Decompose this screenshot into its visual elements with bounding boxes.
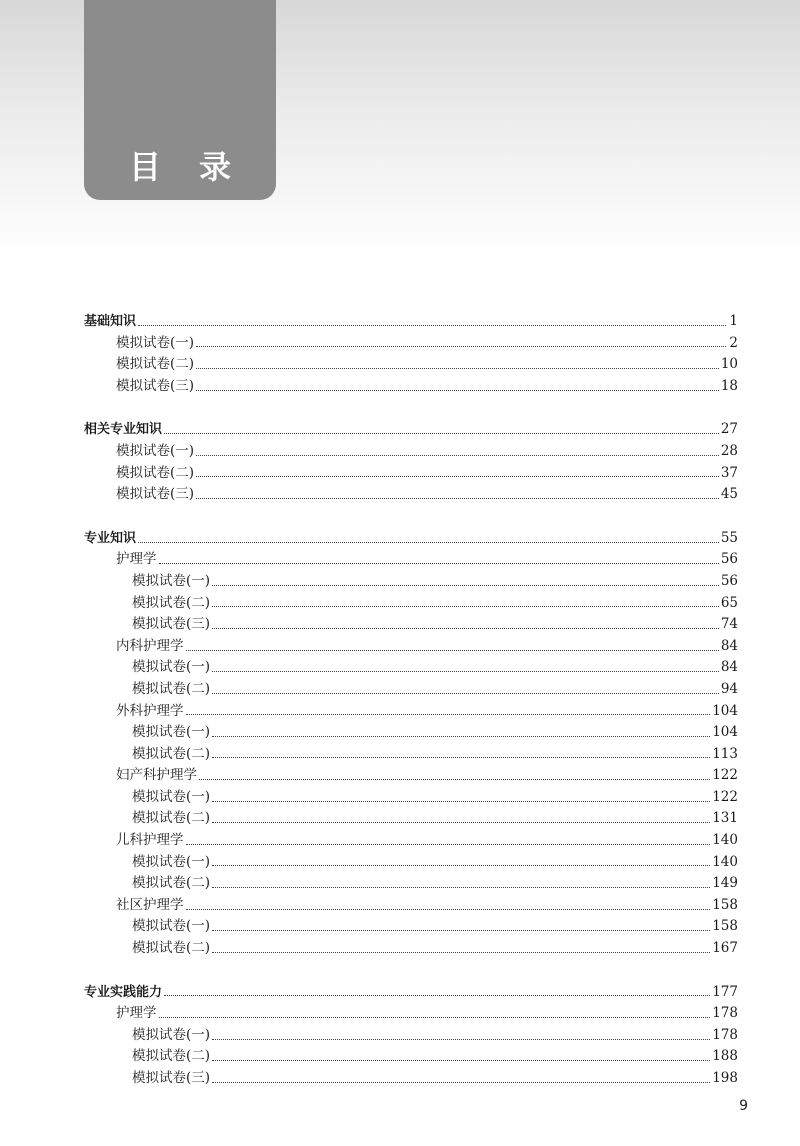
toc-entry-page: 56 <box>720 572 738 589</box>
dot-leader <box>196 345 726 347</box>
toc-subsection-entry[interactable] <box>84 830 738 852</box>
dot-leader <box>138 541 719 543</box>
toc-entry[interactable] <box>84 938 738 960</box>
dot-leader <box>186 908 711 910</box>
toc-entry-title: 模拟试卷(一) <box>132 853 211 870</box>
dot-leader <box>212 821 710 823</box>
toc-entry-page: 65 <box>720 594 738 611</box>
toc-entry[interactable] <box>84 722 738 744</box>
toc-entry-title: 模拟试卷(三) <box>132 616 211 633</box>
toc-subsection-entry[interactable] <box>84 1003 738 1025</box>
toc-subsection-entry[interactable] <box>84 484 738 506</box>
toc-entry-title: 模拟试卷(二) <box>132 594 211 611</box>
toc-entry-page: 158 <box>712 896 738 913</box>
toc-entry-title: 模拟试卷(二) <box>132 680 211 697</box>
dot-leader <box>212 951 710 953</box>
toc-entry[interactable] <box>84 1068 738 1090</box>
toc-entry-page: 158 <box>712 918 738 935</box>
toc-section <box>84 311 738 397</box>
toc-entry-page: 104 <box>712 702 738 719</box>
dot-leader <box>212 627 719 629</box>
toc-entry-page: 27 <box>720 421 738 438</box>
toc-subsection-entry[interactable] <box>84 354 738 376</box>
dot-leader <box>212 756 710 758</box>
toc-entry[interactable] <box>84 1046 738 1068</box>
dot-leader <box>196 389 719 391</box>
dot-leader <box>212 1038 710 1040</box>
toc-entry-title: 模拟试卷(一) <box>116 442 195 459</box>
toc-entry[interactable] <box>84 744 738 766</box>
toc-entry-title: 模拟试卷(一) <box>132 788 211 805</box>
dot-leader <box>212 605 719 607</box>
toc-entry-page: 28 <box>720 442 738 459</box>
toc-entry-title: 模拟试卷(一) <box>132 659 211 676</box>
toc-entry-page: 84 <box>720 637 738 654</box>
toc-entry-title: 模拟试卷(一) <box>132 1026 211 1043</box>
page-title: 目录 <box>128 148 269 186</box>
toc-entry-page: 122 <box>712 788 738 805</box>
dot-leader <box>159 562 719 564</box>
toc-entry-page: 178 <box>712 1005 738 1022</box>
toc-subsection-entry[interactable] <box>84 376 738 398</box>
toc-entry-title: 儿科护理学 <box>116 832 184 849</box>
toc-entry-page: 37 <box>720 464 738 481</box>
toc-entry-page: 104 <box>712 724 738 741</box>
toc-subsection-entry[interactable] <box>84 549 738 571</box>
toc-entry-page: 167 <box>712 940 738 957</box>
toc-entry-title: 模拟试卷(一) <box>132 918 211 935</box>
toc-entry-title: 护理学 <box>116 551 157 568</box>
toc-subsection-entry[interactable] <box>84 701 738 723</box>
toc-entry-title: 模拟试卷(一) <box>116 334 195 351</box>
dot-leader <box>186 713 711 715</box>
toc-entry-title: 模拟试卷(二) <box>116 464 195 481</box>
toc-entry-title: 模拟试卷(二) <box>116 356 195 373</box>
toc-entry-page: 2 <box>729 334 738 351</box>
dot-leader <box>212 800 710 802</box>
toc-entry-title: 专业实践能力 <box>84 984 163 1000</box>
toc-entry-title: 护理学 <box>116 1005 157 1022</box>
toc-entry[interactable] <box>84 679 738 701</box>
toc-section-heading[interactable] <box>84 528 738 550</box>
dot-leader <box>199 778 710 780</box>
toc-entry-page: 45 <box>720 486 738 503</box>
toc-entry-page: 84 <box>720 659 738 676</box>
toc-section-heading[interactable] <box>84 419 738 441</box>
toc-subsection-entry[interactable] <box>84 765 738 787</box>
toc-entry-title: 模拟试卷(三) <box>132 1070 211 1086</box>
section-spacer <box>84 960 738 982</box>
toc-entry[interactable] <box>84 873 738 895</box>
toc-subsection-entry[interactable] <box>84 333 738 355</box>
dot-leader <box>212 692 719 694</box>
toc-entry-page: 56 <box>720 551 738 568</box>
dot-leader <box>138 324 726 326</box>
toc-entry-title: 模拟试卷(二) <box>132 810 211 827</box>
toc-section <box>84 528 738 960</box>
toc-entry[interactable] <box>84 852 738 874</box>
toc-entry-page: 140 <box>712 832 738 849</box>
dot-leader <box>196 454 719 456</box>
toc-entry-page: 188 <box>712 1048 738 1065</box>
dot-leader <box>212 670 719 672</box>
toc-entry-page: 149 <box>712 875 738 892</box>
toc-entry-title: 妇产科护理学 <box>116 767 197 784</box>
toc-section <box>84 982 738 1090</box>
toc-entry-title: 模拟试卷(二) <box>132 745 211 762</box>
toc-entry-title: 专业知识 <box>84 530 137 546</box>
toc-entry-page: 113 <box>712 745 738 762</box>
toc-entry-page: 74 <box>720 616 738 633</box>
dot-leader <box>164 432 719 434</box>
page-number: 9 <box>739 1098 748 1114</box>
toc-entry-page: 122 <box>712 767 738 784</box>
toc-entry-page: 177 <box>712 983 738 1000</box>
dot-leader <box>212 864 710 866</box>
toc-subsection-entry[interactable] <box>84 636 738 658</box>
toc-section-heading[interactable] <box>84 311 738 333</box>
dot-leader <box>186 843 711 845</box>
toc-entry-title: 模拟试卷(二) <box>132 875 211 892</box>
toc-section-heading[interactable] <box>84 982 738 1004</box>
toc-entry-title: 基础知识 <box>84 314 137 329</box>
toc-entry-title: 内科护理学 <box>116 637 184 654</box>
toc-entry[interactable] <box>84 1025 738 1047</box>
toc-entry-title: 模拟试卷(一) <box>132 724 211 741</box>
toc-entry[interactable] <box>84 571 738 593</box>
toc-entry-page: 10 <box>720 356 738 373</box>
dot-leader <box>212 1059 710 1061</box>
toc-entry-page: 1 <box>729 313 738 329</box>
dot-leader <box>212 735 710 737</box>
dot-leader <box>159 1016 711 1018</box>
table-of-contents <box>84 311 738 1090</box>
toc-entry-page: 18 <box>720 377 738 394</box>
toc-entry-title: 模拟试卷(二) <box>132 940 211 957</box>
toc-entry-page: 55 <box>720 529 738 546</box>
toc-entry[interactable] <box>84 593 738 615</box>
toc-entry-page: 198 <box>712 1070 738 1086</box>
toc-entry-page: 140 <box>712 853 738 870</box>
section-spacer <box>84 397 738 419</box>
toc-entry-page: 94 <box>720 680 738 697</box>
toc-subsection-entry[interactable] <box>84 463 738 485</box>
toc-entry-page: 131 <box>712 810 738 827</box>
toc-entry[interactable] <box>84 787 738 809</box>
title-tab <box>84 0 276 200</box>
dot-leader <box>164 994 710 996</box>
dot-leader <box>196 475 719 477</box>
dot-leader <box>212 584 719 586</box>
toc-subsection-entry[interactable] <box>84 441 738 463</box>
toc-entry-title: 外科护理学 <box>116 702 184 719</box>
toc-entry-title: 模拟试卷(三) <box>116 377 195 394</box>
toc-entry-title: 社区护理学 <box>116 896 184 913</box>
toc-section <box>84 419 738 505</box>
section-spacer <box>84 506 738 528</box>
toc-entry-title: 模拟试卷(一) <box>132 572 211 589</box>
dot-leader <box>212 1081 710 1083</box>
toc-entry-title: 模拟试卷(二) <box>132 1048 211 1065</box>
dot-leader <box>212 886 710 888</box>
dot-leader <box>212 929 710 931</box>
dot-leader <box>196 367 719 369</box>
toc-entry[interactable] <box>84 657 738 679</box>
dot-leader <box>186 649 719 651</box>
toc-entry[interactable] <box>84 614 738 636</box>
dot-leader <box>196 497 719 499</box>
toc-entry-page: 178 <box>712 1026 738 1043</box>
toc-entry-title: 相关专业知识 <box>84 422 163 438</box>
toc-subsection-entry[interactable] <box>84 895 738 917</box>
toc-entry-title: 模拟试卷(三) <box>116 486 195 503</box>
toc-entry[interactable] <box>84 916 738 938</box>
toc-entry[interactable] <box>84 808 738 830</box>
